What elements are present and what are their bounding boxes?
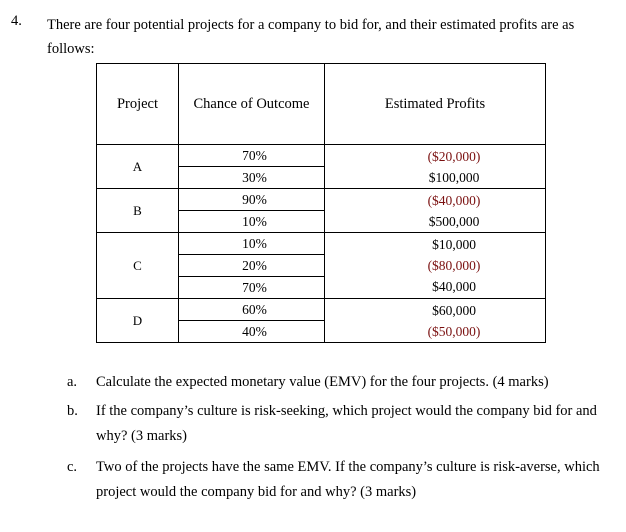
profit-value: $500,000 xyxy=(428,213,480,229)
part-label: c. xyxy=(67,459,78,475)
question-text: There are four potential projects for a company to bid for, and their estimated profits are as follows: xyxy=(47,17,575,57)
chance-value: 70% xyxy=(179,145,324,167)
table-row xyxy=(97,299,546,343)
part-text: Calculate the expected monetary value (EMV) for the four projects. (4 marks) xyxy=(96,374,549,390)
profit-cell xyxy=(325,233,546,299)
chance-value: 70% xyxy=(242,280,267,295)
profit-value: ($20,000) xyxy=(427,148,481,164)
table-row xyxy=(97,189,546,233)
chance-value: 20% xyxy=(179,255,324,277)
chance-cell xyxy=(179,145,325,189)
project-name-cell: A xyxy=(97,145,179,189)
chance-value: 40% xyxy=(242,324,267,339)
header-profits: Estimated Profits xyxy=(325,64,546,145)
chance-cell xyxy=(179,233,325,299)
chance-value: 30% xyxy=(242,170,267,185)
profit-cell xyxy=(325,189,546,233)
profit-value: $40,000 xyxy=(432,279,476,294)
table-row xyxy=(97,233,546,299)
chance-value: 60% xyxy=(179,299,324,321)
chance-value: 10% xyxy=(242,214,267,229)
header-chance: Chance of Outcome xyxy=(179,64,325,145)
profit-cell xyxy=(325,299,546,343)
table-header-row xyxy=(97,64,546,145)
project-name-cell: C xyxy=(97,233,179,299)
profit-cell xyxy=(325,145,546,189)
chance-value: 90% xyxy=(179,189,324,211)
project-name-cell: B xyxy=(97,189,179,233)
profits-table xyxy=(96,63,546,343)
table-row xyxy=(97,145,546,189)
part-text: If the company’s culture is risk-seeking, which project would the company bid for and why? (3 marks) xyxy=(96,403,597,444)
profit-value: $10,000 xyxy=(432,237,476,252)
part-text: Two of the projects have the same EMV. If the company’s culture is risk-averse, which project would the company bid for and why? (3 marks) xyxy=(96,459,600,500)
part-label: a. xyxy=(67,374,78,390)
profit-value: $60,000 xyxy=(432,302,476,318)
chance-value: 10% xyxy=(179,233,324,255)
profit-value: ($40,000) xyxy=(427,192,481,208)
question-number: 4. xyxy=(11,13,22,29)
profit-value: $100,000 xyxy=(428,169,480,185)
profit-value: ($50,000) xyxy=(427,323,481,339)
header-project: Project xyxy=(97,64,179,145)
profit-value: ($80,000) xyxy=(427,258,481,273)
part-label: b. xyxy=(67,403,78,419)
chance-cell xyxy=(179,299,325,343)
chance-cell xyxy=(179,189,325,233)
project-name-cell: D xyxy=(97,299,179,343)
